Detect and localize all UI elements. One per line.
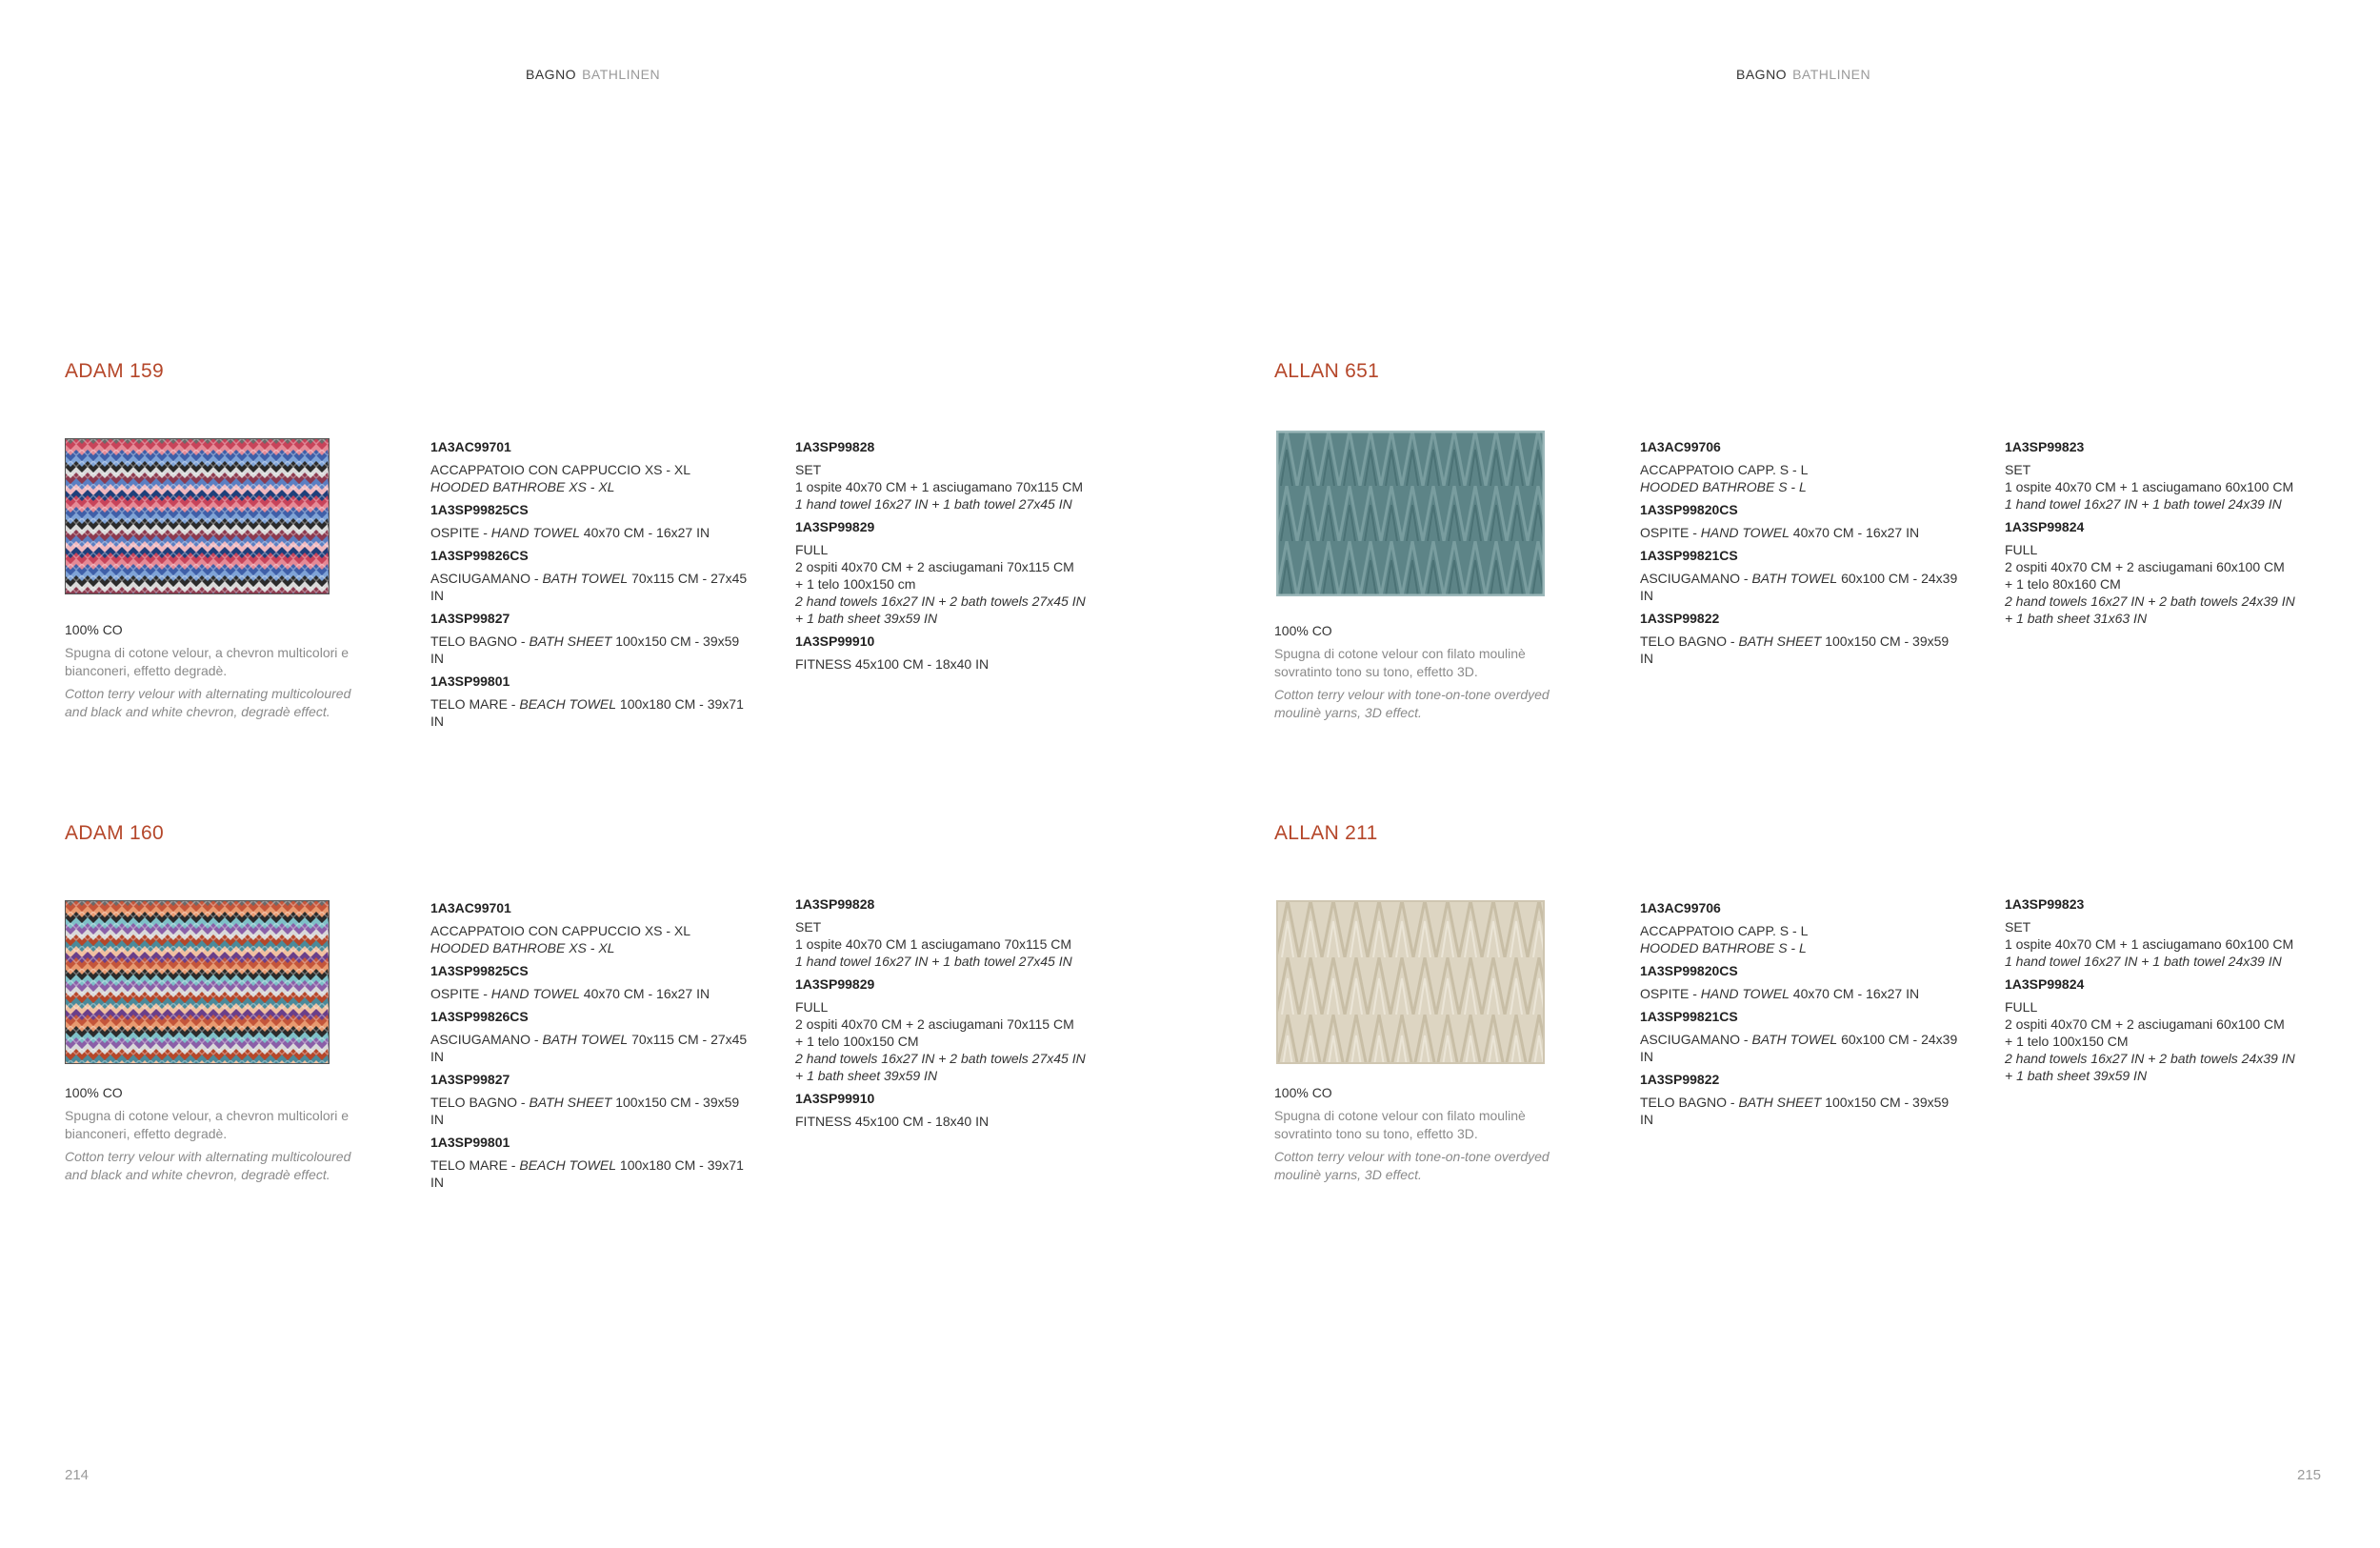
description-italian: Spugna di cotone velour con filato moulinè sovratinto tono su tono, effetto 3D. [1274, 646, 1526, 679]
product-description [65, 621, 370, 721]
item-line: 1 ospite 40x70 CM + 1 asciugamano 60x100 CM [2005, 936, 2294, 952]
product-codes-column-1 [430, 899, 754, 1196]
right-page-header [1736, 67, 1870, 82]
item-line-en: 1 hand towel 16x27 IN + 1 bath towel 24x39 IN [2005, 954, 2282, 969]
product-code: 1A3SP99824 [2005, 519, 2085, 534]
product-code: 1A3SP99821CS [1640, 1009, 1738, 1024]
header-main: BAGNO [1736, 67, 1788, 82]
item-line: FULL [795, 999, 829, 1015]
item-line-en: 1 hand towel 16x27 IN + 1 bath towel 27x45 IN [795, 496, 1072, 512]
item-line: 1 ospite 40x70 CM 1 asciugamano 70x115 CM [795, 936, 1072, 952]
item-line: ACCAPPATOIO CON CAPPUCCIO XS - XL [430, 923, 691, 938]
item-line: TELO BAGNO - BATH SHEET 100x150 CM - 39x59 IN [430, 633, 740, 666]
product-title: ALLAN 651 [1274, 360, 1380, 382]
header-sub: BATHLINEN [582, 67, 661, 82]
composition: 100% CO [1274, 1085, 1332, 1100]
product-code: 1A3SP99910 [795, 1091, 875, 1106]
product-code: 1A3SP99824 [2005, 976, 2085, 992]
allan-651-swatch [1276, 431, 1545, 596]
product-title: ALLAN 211 [1274, 822, 1378, 844]
item-line: 2 ospiti 40x70 CM + 2 asciugamani 60x100 CM [2005, 559, 2285, 574]
product-code: 1A3SP99822 [1640, 1072, 1720, 1087]
item-line-en: 1 hand towel 16x27 IN + 1 bath towel 27x45 IN [795, 954, 1072, 969]
description-italian: Spugna di cotone velour, a chevron multicolori e bianconeri, effetto degradè. [65, 1108, 350, 1141]
product-codes-column-1 [1640, 899, 1964, 1134]
item-line-en: HOODED BATHROBE S - L [1640, 479, 1807, 494]
item-line: FULL [2005, 542, 2038, 557]
item-line: SET [2005, 919, 2031, 935]
page-number-left: 214 [65, 1467, 90, 1483]
item-line: ACCAPPATOIO CAPP. S - L [1640, 923, 1809, 938]
product-code: 1A3SP99826CS [430, 1009, 529, 1024]
product-description [1274, 622, 1579, 722]
item-line-en: + 1 bath sheet 39x59 IN [2005, 1068, 2148, 1083]
product-codes-column-2 [795, 438, 1119, 678]
product-code: 1A3SP99825CS [430, 963, 529, 978]
item-line: OSPITE - HAND TOWEL 40x70 CM - 16x27 IN [1640, 525, 1920, 540]
product-codes-column-2 [2005, 438, 2329, 633]
product-code: 1A3AC99701 [430, 439, 511, 454]
product-code: 1A3SP99823 [2005, 896, 2085, 912]
item-line: TELO BAGNO - BATH SHEET 100x150 CM - 39x59 IN [430, 1095, 740, 1127]
product-code: 1A3SP99801 [430, 673, 510, 689]
item-line: 1 ospite 40x70 CM + 1 asciugamano 70x115 CM [795, 479, 1084, 494]
item-line: + 1 telo 100x150 cm [795, 576, 916, 592]
product-code: 1A3SP99801 [430, 1135, 510, 1150]
product-code: 1A3SP99828 [795, 896, 875, 912]
item-line: FITNESS 45x100 CM - 18x40 IN [795, 1114, 990, 1129]
description-italian: Spugna di cotone velour con filato moulinè sovratinto tono su tono, effetto 3D. [1274, 1108, 1526, 1141]
product-codes-column-1 [1640, 438, 1964, 673]
item-line: TELO BAGNO - BATH SHEET 100x150 CM - 39x59 IN [1640, 1095, 1950, 1127]
item-line: SET [2005, 462, 2031, 477]
product-code: 1A3AC99706 [1640, 439, 1721, 454]
item-line: 1 ospite 40x70 CM + 1 asciugamano 60x100 CM [2005, 479, 2294, 494]
allan-211-swatch [1276, 900, 1545, 1064]
left-page-header [526, 67, 660, 82]
product-code: 1A3SP99820CS [1640, 502, 1738, 517]
product-codes-column-2 [795, 895, 1119, 1136]
item-line: ASCIUGAMANO - BATH TOWEL 70x115 CM - 27x45 IN [430, 571, 748, 603]
item-line-en: HOODED BATHROBE XS - XL [430, 479, 615, 494]
product-code: 1A3SP99827 [430, 611, 510, 626]
item-line: TELO MARE - BEACH TOWEL 100x180 CM - 39x71 IN [430, 1157, 744, 1190]
adam-159-swatch [65, 438, 330, 594]
item-line: ASCIUGAMANO - BATH TOWEL 60x100 CM - 24x39 IN [1640, 571, 1958, 603]
product-code: 1A3SP99827 [430, 1072, 510, 1087]
product-code: 1A3SP99910 [795, 633, 875, 649]
description-english: Cotton terry velour with tone-on-tone overdyed moulinè yarns, 3D effect. [1274, 687, 1550, 720]
product-title: ADAM 160 [65, 822, 164, 844]
item-line-en: 2 hand towels 16x27 IN + 2 bath towels 27x45 IN [795, 593, 1086, 609]
product-description [65, 1084, 370, 1184]
item-line: ASCIUGAMANO - BATH TOWEL 70x115 CM - 27x45 IN [430, 1032, 748, 1064]
item-line: + 1 telo 100x150 CM [795, 1034, 919, 1049]
product-code: 1A3AC99701 [430, 900, 511, 915]
item-line-en: 1 hand towel 16x27 IN + 1 bath towel 24x39 IN [2005, 496, 2282, 512]
item-line: + 1 telo 100x150 CM [2005, 1034, 2129, 1049]
item-line: OSPITE - HAND TOWEL 40x70 CM - 16x27 IN [430, 525, 710, 540]
item-line: TELO BAGNO - BATH SHEET 100x150 CM - 39x59 IN [1640, 633, 1950, 666]
product-code: 1A3SP99826CS [430, 548, 529, 563]
composition: 100% CO [65, 1085, 123, 1100]
item-line: SET [795, 919, 822, 935]
adam-160-swatch [65, 900, 330, 1064]
product-code: 1A3SP99828 [795, 439, 875, 454]
page-number-right: 215 [2297, 1467, 2322, 1483]
item-line: OSPITE - HAND TOWEL 40x70 CM - 16x27 IN [1640, 986, 1920, 1001]
product-code: 1A3SP99829 [795, 976, 875, 992]
item-line: OSPITE - HAND TOWEL 40x70 CM - 16x27 IN [430, 986, 710, 1001]
product-description [1274, 1084, 1579, 1184]
composition: 100% CO [1274, 623, 1332, 638]
item-line: FULL [795, 542, 829, 557]
item-line-en: + 1 bath sheet 39x59 IN [795, 1068, 938, 1083]
item-line: + 1 telo 80x160 CM [2005, 576, 2121, 592]
item-line: 2 ospiti 40x70 CM + 2 asciugamani 70x115 CM [795, 1016, 1074, 1032]
product-code: 1A3SP99822 [1640, 611, 1720, 626]
product-title: ADAM 159 [65, 360, 164, 382]
item-line-en: HOODED BATHROBE XS - XL [430, 940, 615, 955]
header-sub: BATHLINEN [1792, 67, 1871, 82]
product-code: 1A3SP99823 [2005, 439, 2085, 454]
item-line-en: + 1 bath sheet 39x59 IN [795, 611, 938, 626]
item-line-en: 2 hand towels 16x27 IN + 2 bath towels 24x39 IN [2005, 593, 2295, 609]
product-code: 1A3AC99706 [1640, 900, 1721, 915]
item-line: ACCAPPATOIO CAPP. S - L [1640, 462, 1809, 477]
item-line-en: HOODED BATHROBE S - L [1640, 940, 1807, 955]
product-code: 1A3SP99829 [795, 519, 875, 534]
item-line: 2 ospiti 40x70 CM + 2 asciugamani 70x115 CM [795, 559, 1074, 574]
composition: 100% CO [65, 622, 123, 637]
item-line: SET [795, 462, 822, 477]
item-line-en: + 1 bath sheet 31x63 IN [2005, 611, 2148, 626]
item-line: ACCAPPATOIO CON CAPPUCCIO XS - XL [430, 462, 691, 477]
item-line: TELO MARE - BEACH TOWEL 100x180 CM - 39x71 IN [430, 696, 744, 729]
product-codes-column-1 [430, 438, 754, 735]
product-code: 1A3SP99825CS [430, 502, 529, 517]
product-code: 1A3SP99820CS [1640, 963, 1738, 978]
item-line: 2 ospiti 40x70 CM + 2 asciugamani 60x100 CM [2005, 1016, 2285, 1032]
description-english: Cotton terry velour with alternating multicoloured and black and white chevron, degradè effect. [65, 1149, 351, 1182]
product-code: 1A3SP99821CS [1640, 548, 1738, 563]
description-italian: Spugna di cotone velour, a chevron multicolori e bianconeri, effetto degradè. [65, 645, 350, 678]
description-english: Cotton terry velour with tone-on-tone overdyed moulinè yarns, 3D effect. [1274, 1149, 1550, 1182]
item-line-en: 2 hand towels 16x27 IN + 2 bath towels 27x45 IN [795, 1051, 1086, 1066]
item-line: ASCIUGAMANO - BATH TOWEL 60x100 CM - 24x39 IN [1640, 1032, 1958, 1064]
item-line-en: 2 hand towels 16x27 IN + 2 bath towels 24x39 IN [2005, 1051, 2295, 1066]
description-english: Cotton terry velour with alternating multicoloured and black and white chevron, degradè effect. [65, 686, 351, 719]
product-codes-column-2 [2005, 895, 2329, 1090]
header-main: BAGNO [526, 67, 577, 82]
item-line: FITNESS 45x100 CM - 18x40 IN [795, 656, 990, 672]
item-line: FULL [2005, 999, 2038, 1015]
